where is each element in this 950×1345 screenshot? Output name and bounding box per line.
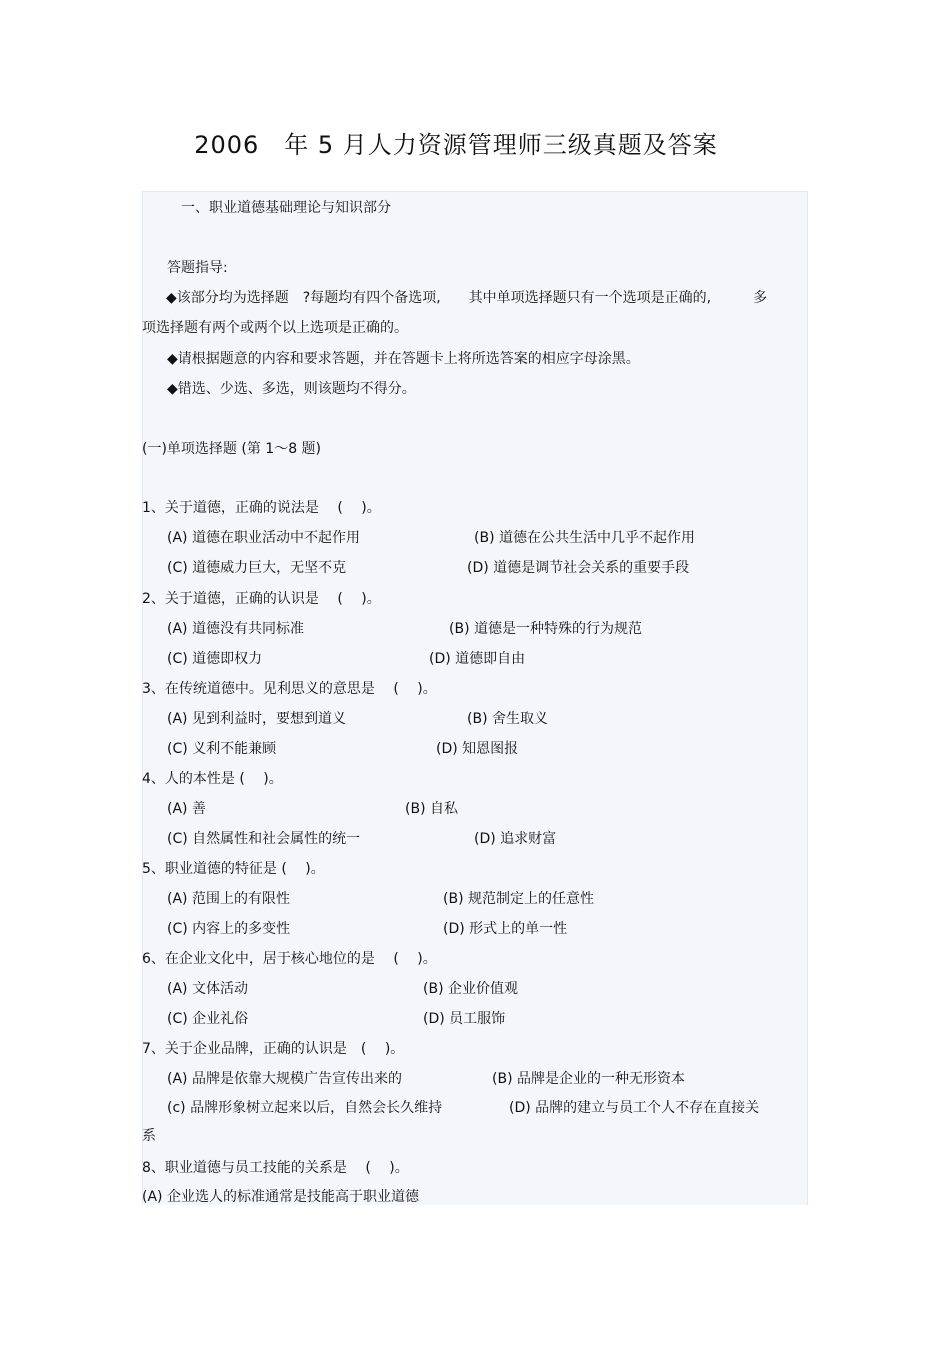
- question-1-option-b: (B) 道德在公共生活中几乎不起作用: [474, 530, 695, 546]
- question-5-option-d: (D) 形式上的单一性: [443, 921, 568, 937]
- question-6-stem: 6、在企业文化中，居于核心地位的是 ( )。: [142, 951, 437, 967]
- question-1-option-c: (C) 道德威力巨大，无坚不克: [167, 560, 347, 576]
- question-4-option-a: (A) 善: [167, 801, 206, 817]
- question-1-option-a: (A) 道德在职业活动中不起作用: [167, 530, 360, 546]
- guidance-paragraph: [142, 283, 808, 343]
- question-4-option-b: (B) 自私: [405, 801, 458, 817]
- question-4-option-c: (C) 自然属性和社会属性的统一: [167, 831, 361, 847]
- question-3-stem: 3、在传统道德中。见利思义的意思是 ( )。: [142, 681, 437, 697]
- question-1-stem: 1、关于道德，正确的说法是 ( )。: [142, 500, 381, 516]
- question-7-option-d-continued: 系: [142, 1128, 156, 1144]
- question-2-option-b: (B) 道德是一种特殊的行为规范: [449, 621, 642, 637]
- guidance-line-2: ◆请根据题意的内容和要求答题，并在答题卡上将所选答案的相应字母涂黑。: [167, 351, 640, 367]
- question-5-stem: 5、职业道德的特征是 ( )。: [142, 861, 325, 877]
- question-7-option-d: (D) 品牌的建立与员工个人不存在直接关: [509, 1100, 760, 1116]
- question-8-option-a: (A) 企业选人的标准通常是技能高于职业道德: [142, 1189, 419, 1205]
- guidance-heading: 答题指导:: [167, 260, 228, 276]
- question-3-option-b: (B) 舍生取义: [467, 711, 548, 727]
- question-7-option-a: (A) 品牌是依靠大规模广告宣传出来的: [167, 1071, 402, 1087]
- question-3-option-a: (A) 见到利益时，要想到道义: [167, 711, 346, 727]
- question-7-stem: 7、关于企业品牌，正确的认识是 ( )。: [142, 1041, 405, 1057]
- question-5-option-c: (C) 内容上的多变性: [167, 921, 291, 937]
- question-6-option-a: (A) 文体活动: [167, 981, 248, 997]
- question-5-option-a: (A) 范围上的有限性: [167, 891, 290, 907]
- question-6-option-b: (B) 企业价值观: [423, 981, 518, 997]
- guidance-line-3: ◆错选、少选、多选，则该题均不得分。: [167, 381, 416, 397]
- section-heading: 一、职业道德基础理论与知识部分: [181, 200, 391, 216]
- part-heading: (一)单项选择题 (第 1～8 题): [142, 441, 322, 457]
- question-7-option-b: (B) 品牌是企业的一种无形资本: [492, 1071, 685, 1087]
- question-3-option-d: (D) 知恩图报: [436, 741, 519, 757]
- question-2-stem: 2、关于道德，正确的认识是 ( )。: [142, 591, 381, 607]
- question-4-stem: 4、人的本性是 ( )。: [142, 771, 283, 787]
- page-title: 2006 年 5 月人力资源管理师三级真题及答案: [194, 131, 718, 159]
- question-2-option-a: (A) 道德没有共同标准: [167, 621, 304, 637]
- question-6-option-d: (D) 员工服饰: [423, 1011, 506, 1027]
- question-7-option-c: (c) 品牌形象树立起来以后，自然会长久维持: [167, 1100, 443, 1116]
- question-2-option-c: (C) 道德即权力: [167, 651, 263, 667]
- question-6-option-c: (C) 企业礼俗: [167, 1011, 249, 1027]
- guidance-line-1-continued: 项选择题有两个或两个以上选项是正确的。: [142, 320, 408, 336]
- question-1-option-d: (D) 道德是调节社会关系的重要手段: [467, 560, 690, 576]
- question-4-option-d: (D) 追求财富: [474, 831, 557, 847]
- question-3-option-c: (C) 义利不能兼顾: [167, 741, 277, 757]
- guidance-line-1: ◆该部分均为选择题 ?每题均有四个备选项, 其中单项选择题只有一个选项是正确的, 多: [166, 290, 768, 306]
- question-2-option-d: (D) 道德即自由: [429, 651, 526, 667]
- question-5-option-b: (B) 规范制定上的任意性: [443, 891, 594, 907]
- question-8-stem: 8、职业道德与员工技能的关系是 ( )。: [142, 1160, 409, 1176]
